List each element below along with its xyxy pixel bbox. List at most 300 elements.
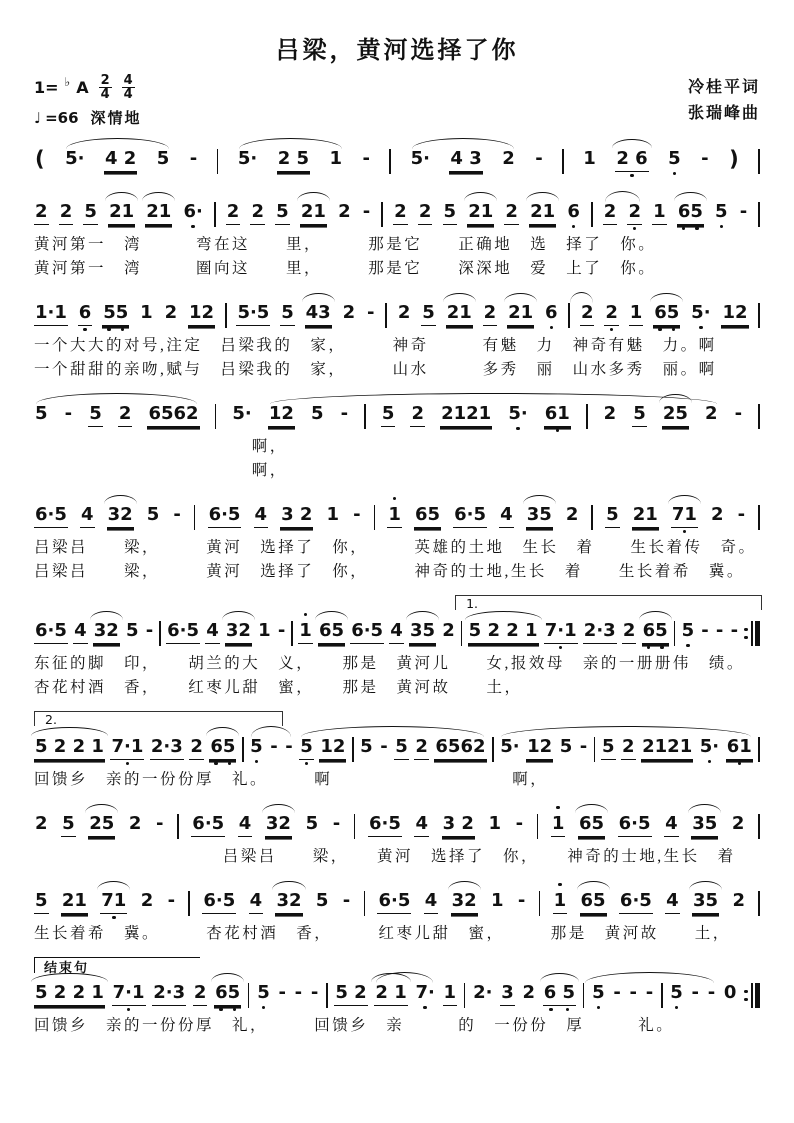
note-token bbox=[368, 803, 402, 845]
barline bbox=[591, 202, 593, 227]
note-text: 12 bbox=[268, 403, 295, 427]
barline bbox=[568, 303, 570, 328]
note-token bbox=[249, 880, 264, 922]
note-text: 65 bbox=[642, 620, 669, 644]
octave-dots-below bbox=[368, 837, 402, 845]
note-token bbox=[723, 972, 738, 1012]
note-text: 6· bbox=[183, 201, 203, 222]
octave-dots-below bbox=[231, 425, 252, 433]
octave-dot-above bbox=[551, 806, 566, 809]
volta-label: 2. bbox=[42, 712, 60, 727]
note-text: 1 bbox=[652, 201, 667, 225]
slur-arc bbox=[612, 139, 651, 148]
note-token bbox=[707, 972, 716, 1012]
lyric-line: 回馈乡 亲的一份份厚 礼。 啊 啊， bbox=[34, 771, 549, 788]
octave-dots-below bbox=[277, 172, 310, 180]
barline bbox=[758, 202, 760, 227]
note-text: 2 bbox=[342, 302, 356, 323]
note-token bbox=[421, 292, 436, 334]
octave-dots-below bbox=[275, 225, 290, 233]
barline bbox=[674, 621, 676, 646]
note-token bbox=[64, 138, 85, 178]
octave-dots-below bbox=[275, 914, 302, 922]
octave-dots-below bbox=[78, 326, 93, 334]
note-token bbox=[88, 393, 103, 435]
slur-arc bbox=[526, 192, 559, 201]
note-token bbox=[526, 726, 553, 768]
barline bbox=[214, 202, 216, 227]
note-text: 2·3 bbox=[583, 620, 617, 644]
note-text: - bbox=[294, 982, 303, 1003]
note-token bbox=[667, 138, 682, 178]
octave-dots-below bbox=[664, 837, 679, 845]
note-text: 21 bbox=[108, 201, 135, 225]
octave-dots-below bbox=[34, 170, 46, 178]
note-token bbox=[337, 191, 352, 231]
note-text: 32 bbox=[107, 504, 134, 528]
note-text: 0 bbox=[723, 982, 737, 1003]
slur-arc bbox=[206, 727, 239, 736]
note-token bbox=[544, 610, 578, 652]
octave-dots-below bbox=[728, 170, 740, 178]
note-token bbox=[275, 880, 302, 922]
note-token bbox=[504, 191, 519, 233]
volta-bracket bbox=[34, 711, 283, 726]
octave-dots-below bbox=[515, 835, 524, 843]
note-text: - bbox=[310, 982, 319, 1003]
barline bbox=[389, 149, 391, 174]
octave-dots-below bbox=[544, 427, 571, 435]
note-token bbox=[34, 393, 49, 433]
octave-dots-below bbox=[34, 760, 105, 768]
key-signature bbox=[34, 72, 142, 102]
octave-dots-below bbox=[305, 835, 320, 843]
octave-dots-below bbox=[189, 170, 198, 178]
note-token bbox=[414, 726, 429, 768]
notation-line bbox=[34, 880, 760, 922]
octave-dots-below bbox=[256, 1004, 271, 1012]
octave-dots-below bbox=[164, 324, 179, 332]
note-text: 65 bbox=[653, 302, 680, 326]
note-text: 2 bbox=[35, 813, 48, 834]
lyric-line: 吕梁吕 梁， 黄河 选择了 你， 神奇的士地,生长 着 bbox=[222, 848, 736, 865]
octave-dots-below bbox=[642, 644, 669, 652]
octave-dots-below bbox=[566, 223, 581, 231]
note-token bbox=[451, 880, 478, 922]
note-text: 5 bbox=[61, 813, 76, 837]
note-text: 5 bbox=[83, 201, 98, 225]
note-text: 6 5 bbox=[543, 982, 576, 1006]
note-token bbox=[690, 972, 699, 1012]
octave-dots-below bbox=[691, 837, 718, 845]
octave-dots-below bbox=[64, 425, 73, 433]
octave-dots-below bbox=[189, 760, 204, 768]
slur-arc bbox=[523, 495, 556, 504]
note-token bbox=[582, 138, 597, 178]
note-token bbox=[544, 292, 559, 332]
note-token bbox=[579, 726, 588, 766]
slur-arc bbox=[465, 611, 542, 620]
note-text: 7· bbox=[415, 982, 435, 1003]
note-text: - bbox=[156, 813, 164, 834]
note-text: 5 bbox=[394, 736, 409, 760]
octave-dots-below bbox=[529, 225, 556, 233]
octave-dots-below bbox=[601, 760, 616, 768]
note-token bbox=[112, 972, 146, 1014]
note-text: 5 bbox=[305, 813, 319, 834]
octave-dots-below bbox=[310, 1004, 319, 1012]
octave-dots-below bbox=[155, 835, 164, 843]
lyric-line: 回馈乡 亲的一份份厚 礼， 回馈乡 亲 的 一份份 厚 礼。 bbox=[34, 1017, 675, 1034]
music-system bbox=[34, 595, 760, 700]
note-token bbox=[662, 393, 689, 435]
note-text: 5 bbox=[34, 890, 49, 914]
note-text: 4 bbox=[424, 890, 439, 914]
note-token bbox=[237, 138, 258, 178]
note-text: 1 bbox=[298, 620, 313, 644]
octave-dots-below bbox=[730, 642, 739, 650]
octave-dots-below bbox=[553, 914, 568, 922]
note-token bbox=[414, 972, 435, 1012]
note-text: - bbox=[739, 201, 748, 222]
note-text: 12 bbox=[188, 302, 215, 326]
octave-dots-below bbox=[619, 914, 653, 922]
octave-dots-below bbox=[621, 760, 636, 768]
note-text: 5 bbox=[126, 620, 139, 641]
note-token bbox=[664, 803, 679, 845]
note-token bbox=[580, 292, 595, 334]
music-system bbox=[34, 138, 760, 180]
octave-dots-below bbox=[238, 837, 253, 845]
note-token bbox=[601, 726, 616, 768]
octave-dots-below bbox=[499, 528, 514, 536]
note-token bbox=[284, 726, 293, 766]
barline bbox=[159, 621, 161, 646]
note-text: 5· bbox=[237, 148, 258, 169]
octave-dots-below bbox=[209, 760, 236, 768]
note-token bbox=[256, 972, 271, 1012]
barline bbox=[225, 303, 227, 328]
note-token bbox=[731, 803, 746, 843]
note-text: 1 bbox=[629, 302, 644, 326]
note-token bbox=[145, 191, 172, 233]
octave-dots-below bbox=[487, 835, 502, 843]
note-token bbox=[734, 393, 743, 433]
note-text: 2 5 bbox=[277, 148, 310, 172]
note-token bbox=[310, 972, 319, 1012]
note-text: 2 bbox=[226, 201, 241, 225]
score-header bbox=[34, 72, 760, 128]
note-text: 5 bbox=[592, 982, 605, 1003]
note-text: 65 bbox=[209, 736, 236, 760]
slur-arc bbox=[104, 495, 137, 504]
note-text: 2· bbox=[473, 982, 493, 1003]
note-text: - bbox=[270, 736, 278, 757]
note-token bbox=[409, 610, 436, 652]
note-text: - bbox=[535, 148, 543, 169]
octave-dots-below bbox=[280, 528, 313, 536]
octave-dots-below bbox=[93, 644, 120, 652]
barline bbox=[464, 983, 466, 1008]
note-text: 2121 bbox=[440, 403, 492, 427]
octave-dots-below bbox=[681, 642, 696, 650]
slur-arc bbox=[448, 881, 481, 890]
note-text: 35 bbox=[409, 620, 436, 644]
octave-dots-below bbox=[442, 837, 475, 845]
note-token bbox=[305, 803, 320, 843]
octave-dots-below bbox=[443, 1006, 458, 1014]
octave-dots-below bbox=[721, 326, 748, 334]
slur-arc bbox=[31, 727, 108, 736]
octave-dots-below bbox=[342, 912, 351, 920]
note-text: 6562 bbox=[147, 403, 199, 427]
slur-arc bbox=[674, 192, 707, 201]
note-text: 25 bbox=[88, 813, 115, 837]
note-token bbox=[449, 138, 482, 180]
note-token bbox=[665, 880, 680, 922]
note-text: 6 bbox=[567, 201, 580, 222]
octave-dots-below bbox=[332, 835, 341, 843]
note-token bbox=[467, 191, 494, 233]
note-token bbox=[332, 803, 341, 843]
lyric-line: 啊， bbox=[251, 462, 288, 479]
octave-dots-below bbox=[294, 1004, 303, 1012]
lyric-line: 黄河第一 湾 弯在这 里， 那是它 正确地 选 择了 你。 bbox=[34, 236, 657, 253]
note-text: 65 bbox=[214, 982, 241, 1006]
notation-line bbox=[34, 393, 760, 435]
ending-bracket bbox=[34, 957, 200, 973]
octave-dots-below bbox=[112, 1006, 146, 1014]
note-text: 2 bbox=[118, 403, 133, 427]
note-text: 6·5 bbox=[166, 620, 200, 644]
octave-dots-below bbox=[499, 758, 520, 766]
note-text: - bbox=[613, 982, 621, 1003]
note-text: 3 bbox=[500, 982, 515, 1006]
quarter-note-icon: ♩ bbox=[34, 108, 42, 127]
note-text: 2 bbox=[410, 403, 425, 427]
note-token bbox=[443, 972, 458, 1014]
note-text: 1 bbox=[491, 890, 504, 911]
octave-dots-below bbox=[254, 528, 269, 536]
note-text: 5 bbox=[88, 403, 103, 427]
note-text: 61 bbox=[544, 403, 571, 427]
note-text: 21 bbox=[529, 201, 556, 225]
note-token bbox=[612, 972, 621, 1012]
slur-arc bbox=[315, 611, 348, 620]
notation-line bbox=[34, 610, 760, 652]
octave-dots-below bbox=[394, 760, 409, 768]
note-text: 6562 bbox=[434, 736, 486, 760]
note-token bbox=[209, 726, 236, 768]
note-text: 21 bbox=[61, 890, 88, 914]
note-token bbox=[125, 610, 140, 650]
note-token bbox=[645, 972, 654, 1012]
note-text: 4 bbox=[254, 504, 269, 528]
note-token bbox=[671, 494, 698, 536]
octave-dots-below bbox=[710, 526, 725, 534]
note-text: 25 bbox=[662, 403, 689, 427]
note-text: 1·1 bbox=[34, 302, 68, 326]
note-token bbox=[578, 803, 605, 845]
note-text: - bbox=[645, 982, 654, 1003]
note-text: 1 bbox=[443, 982, 458, 1006]
note-token bbox=[352, 494, 361, 534]
note-token bbox=[236, 292, 270, 334]
note-token bbox=[605, 494, 620, 536]
octave-dots-below bbox=[277, 1004, 286, 1012]
octave-dots-below bbox=[582, 170, 597, 178]
note-token bbox=[501, 138, 516, 178]
slur-arc bbox=[406, 611, 439, 620]
note-text: 5 bbox=[257, 982, 270, 1003]
octave-dots-below bbox=[517, 912, 526, 920]
note-text: - bbox=[362, 201, 371, 222]
note-token bbox=[208, 494, 242, 536]
note-token bbox=[604, 292, 619, 334]
note-text: - bbox=[353, 504, 361, 525]
note-token bbox=[108, 191, 135, 233]
note-token bbox=[61, 803, 76, 845]
note-token bbox=[366, 292, 375, 332]
barline bbox=[758, 149, 760, 174]
note-text: 4 bbox=[664, 813, 679, 837]
octave-dots-below bbox=[280, 326, 295, 334]
note-token bbox=[156, 138, 171, 178]
note-token bbox=[692, 880, 719, 922]
note-token bbox=[710, 494, 725, 534]
note-token bbox=[653, 292, 680, 334]
note-token bbox=[499, 494, 514, 536]
octave-dots-below bbox=[667, 170, 682, 178]
note-text: 2 bbox=[250, 201, 265, 225]
note-text: 2 bbox=[164, 302, 178, 323]
slur-arc bbox=[85, 804, 118, 813]
octave-dots-below bbox=[565, 526, 580, 534]
octave-dots-below bbox=[350, 644, 384, 652]
note-text: - bbox=[701, 148, 709, 169]
octave-dots-below bbox=[88, 837, 115, 845]
lyricist-credit: 冷桂平词 bbox=[687, 79, 760, 96]
octave-dots-below bbox=[268, 427, 295, 435]
barline bbox=[562, 149, 564, 174]
note-text: 5·5 bbox=[236, 302, 270, 326]
note-token bbox=[603, 393, 618, 433]
note-token bbox=[238, 803, 253, 845]
note-text: 6·5 bbox=[202, 890, 236, 914]
note-text: 2 bbox=[622, 620, 637, 644]
barline bbox=[492, 737, 494, 762]
octave-dots-below bbox=[418, 225, 433, 233]
note-token bbox=[487, 803, 502, 843]
note-token bbox=[59, 191, 74, 233]
note-text: - bbox=[701, 620, 709, 641]
note-text: 32 bbox=[275, 890, 302, 914]
octave-dots-below bbox=[632, 427, 647, 435]
note-token bbox=[128, 803, 143, 843]
slur-arc bbox=[222, 611, 255, 620]
note-token bbox=[172, 494, 181, 534]
barline bbox=[583, 983, 585, 1008]
lyric-line: 一个大大的对号,注定 吕梁我的 家， 神奇 有魅 力 神奇有魅 力。啊 bbox=[34, 337, 717, 354]
octave-dots-below bbox=[147, 427, 199, 435]
note-token bbox=[726, 726, 753, 768]
lyric-line: 吕梁吕 梁， 黄河 选择了 你， 英雄的土地 生长 着 生长着传 奇。 bbox=[34, 539, 757, 556]
note-text: 5 2 bbox=[334, 982, 367, 1006]
barline bbox=[364, 891, 366, 916]
octave-dots-below bbox=[59, 225, 74, 233]
octave-dots-below bbox=[603, 225, 618, 233]
note-text: 5 bbox=[443, 201, 458, 225]
octave-dots-below bbox=[145, 642, 154, 650]
octave-dots-below bbox=[414, 760, 429, 768]
repeat-end-barline bbox=[744, 983, 759, 1008]
note-token bbox=[214, 972, 241, 1014]
note-token bbox=[619, 880, 653, 922]
slur-arc bbox=[464, 192, 497, 201]
barline bbox=[758, 404, 760, 429]
note-token bbox=[150, 726, 184, 768]
tempo-marking bbox=[34, 107, 142, 128]
note-token bbox=[418, 191, 433, 233]
note-text: 5· bbox=[691, 302, 711, 323]
octave-dots-below bbox=[145, 225, 172, 233]
note-text: 21 bbox=[467, 201, 494, 225]
lyric-line: 黄河第一 湾 圈向这 里， 那是它 深深地 爱 上了 你。 bbox=[34, 260, 657, 277]
notation-line bbox=[34, 494, 760, 536]
octave-dots-below bbox=[118, 427, 133, 435]
barline bbox=[586, 404, 588, 429]
octave-dots-below bbox=[615, 172, 648, 180]
note-token bbox=[254, 494, 269, 536]
note-text: 2 bbox=[731, 813, 745, 834]
note-token bbox=[641, 726, 693, 768]
slur-arc bbox=[575, 804, 608, 813]
note-text: 1 bbox=[583, 148, 596, 169]
note-token bbox=[268, 393, 295, 435]
octave-dots-below bbox=[172, 526, 181, 534]
octave-dots-below bbox=[521, 1004, 536, 1012]
barline bbox=[354, 814, 356, 839]
note-text: - bbox=[691, 982, 699, 1003]
note-text: 5 bbox=[681, 620, 695, 641]
note-text: 65 bbox=[318, 620, 345, 644]
octave-dots-below bbox=[671, 528, 698, 536]
note-token bbox=[152, 972, 186, 1014]
octave-dots-below bbox=[310, 425, 325, 433]
octave-dots-below bbox=[453, 528, 487, 536]
note-token bbox=[145, 610, 154, 650]
note-text: 4 bbox=[205, 620, 220, 644]
octave-dots-below bbox=[483, 326, 498, 334]
note-text: 5· bbox=[65, 148, 85, 169]
note-text: - bbox=[340, 403, 349, 424]
octave-dots-below bbox=[208, 528, 242, 536]
octave-dots-below bbox=[319, 760, 346, 768]
octave-dots-below bbox=[362, 170, 371, 178]
note-token bbox=[189, 138, 198, 178]
paren bbox=[728, 138, 740, 178]
note-token bbox=[739, 191, 748, 231]
octave-dots-below bbox=[714, 223, 729, 231]
note-text: 2 bbox=[504, 201, 519, 225]
note-token bbox=[603, 191, 618, 233]
octave-dots-below bbox=[88, 427, 103, 435]
note-token bbox=[632, 393, 647, 435]
note-token bbox=[681, 610, 696, 650]
note-text: ( bbox=[35, 147, 45, 171]
note-token bbox=[277, 610, 286, 650]
octave-dot-above bbox=[387, 497, 402, 500]
